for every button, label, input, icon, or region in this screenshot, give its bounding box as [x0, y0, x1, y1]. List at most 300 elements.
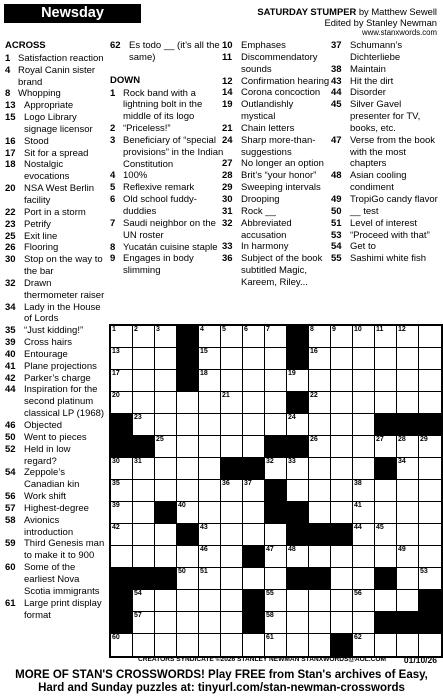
- across-clue-22[interactable]: [5, 207, 105, 219]
- cell-number: 39: [112, 502, 120, 509]
- clue-text: Rock band with a lightning bolt in the middle of its logo: [123, 87, 203, 123]
- grid-cell[interactable]: [133, 392, 155, 414]
- down-clue-47[interactable]: [331, 135, 441, 171]
- clue-text: Brit’s “your honor”: [241, 170, 317, 182]
- grid-cell[interactable]: [155, 546, 177, 568]
- grid-cell[interactable]: [155, 414, 177, 436]
- grid-cell[interactable]: [111, 524, 133, 546]
- grid-cell[interactable]: [331, 326, 353, 348]
- clue-number: 8: [110, 241, 116, 253]
- grid-cell[interactable]: [331, 480, 353, 502]
- grid-cell[interactable]: [375, 436, 397, 458]
- grid-cell[interactable]: [199, 436, 221, 458]
- grid-cell[interactable]: [243, 348, 265, 370]
- grid-cell[interactable]: [419, 348, 441, 370]
- across-clue-50[interactable]: [5, 432, 105, 444]
- clue-number: 32: [222, 217, 233, 229]
- grid-cell[interactable]: [397, 326, 419, 348]
- down-clue-44[interactable]: [331, 87, 441, 99]
- grid-cell[interactable]: [353, 326, 375, 348]
- down-clue-7[interactable]: [110, 218, 228, 242]
- grid-cell[interactable]: [133, 370, 155, 392]
- grid-cell[interactable]: [177, 634, 199, 656]
- down-clue-1[interactable]: [110, 88, 228, 124]
- grid-cell[interactable]: [331, 436, 353, 458]
- grid-cell[interactable]: [309, 612, 331, 634]
- grid-cell[interactable]: [199, 524, 221, 546]
- down-clue-14[interactable]: [222, 87, 330, 99]
- down-clue-21[interactable]: [222, 123, 330, 135]
- grid-cell[interactable]: [133, 546, 155, 568]
- crossword-grid[interactable]: [109, 324, 443, 658]
- clue-text: Royal Canin sister brand: [18, 64, 96, 88]
- clue-number: 30: [222, 193, 233, 205]
- grid-cell[interactable]: [133, 502, 155, 524]
- clue-number: 56: [5, 491, 16, 503]
- grid-block: [375, 414, 397, 436]
- down-clue-27[interactable]: [222, 158, 330, 170]
- grid-cell[interactable]: [419, 568, 441, 590]
- across-clue-52[interactable]: [5, 444, 105, 468]
- across-clue-42[interactable]: [5, 373, 105, 385]
- clue-text: TropiGo candy flavor: [350, 193, 438, 205]
- grid-cell[interactable]: [331, 612, 353, 634]
- grid-cell[interactable]: [309, 480, 331, 502]
- grid-cell[interactable]: [375, 326, 397, 348]
- grid-cell[interactable]: [199, 348, 221, 370]
- grid-block: [375, 458, 397, 480]
- grid-cell[interactable]: [111, 480, 133, 502]
- across-clue-26[interactable]: [5, 242, 105, 254]
- grid-cell[interactable]: [177, 392, 199, 414]
- grid-cell[interactable]: [133, 326, 155, 348]
- clue-number: 44: [5, 384, 16, 396]
- grid-cell[interactable]: [155, 370, 177, 392]
- cell-number: 32: [266, 458, 274, 465]
- grid-cell[interactable]: [309, 370, 331, 392]
- grid-cell[interactable]: [309, 326, 331, 348]
- grid-cell[interactable]: [199, 546, 221, 568]
- grid-cell[interactable]: [199, 590, 221, 612]
- grid-cell[interactable]: [177, 502, 199, 524]
- clue-number: 15: [5, 112, 16, 124]
- grid-cell[interactable]: [353, 458, 375, 480]
- down-clue-4[interactable]: [110, 170, 228, 182]
- grid-cell[interactable]: [309, 634, 331, 656]
- editor-line: Edited by Stanley Newman: [324, 16, 437, 28]
- down-clue-51[interactable]: [331, 218, 441, 230]
- grid-cell[interactable]: [419, 458, 441, 480]
- grid-cell[interactable]: [221, 524, 243, 546]
- grid-cell[interactable]: [177, 612, 199, 634]
- down-clue-5[interactable]: [110, 182, 228, 194]
- grid-cell[interactable]: [309, 590, 331, 612]
- grid-cell[interactable]: [397, 392, 419, 414]
- grid-cell[interactable]: [133, 524, 155, 546]
- across-clue-61[interactable]: [5, 598, 105, 622]
- grid-cell[interactable]: [309, 458, 331, 480]
- grid-cell[interactable]: [375, 524, 397, 546]
- down-clue-50[interactable]: [331, 206, 441, 218]
- grid-cell[interactable]: [221, 590, 243, 612]
- clue-number: 20: [5, 183, 16, 195]
- across-clue-17[interactable]: [5, 148, 105, 160]
- across-clue-20[interactable]: [5, 183, 105, 207]
- grid-cell[interactable]: [199, 414, 221, 436]
- grid-cell[interactable]: [397, 590, 419, 612]
- down-clue-9[interactable]: [110, 253, 228, 277]
- grid-cell[interactable]: [419, 392, 441, 414]
- grid-cell[interactable]: [375, 348, 397, 370]
- grid-cell[interactable]: [287, 590, 309, 612]
- grid-cell[interactable]: [221, 392, 243, 414]
- down-clue-43[interactable]: [331, 76, 441, 88]
- clue-number: 19: [222, 99, 233, 111]
- grid-cell[interactable]: [419, 436, 441, 458]
- grid-cell[interactable]: [199, 502, 221, 524]
- grid-cell[interactable]: [265, 612, 287, 634]
- grid-cell[interactable]: [133, 480, 155, 502]
- grid-cell[interactable]: [309, 436, 331, 458]
- grid-cell[interactable]: [353, 348, 375, 370]
- grid-cell[interactable]: [353, 502, 375, 524]
- across-clue-30[interactable]: [5, 254, 105, 278]
- down-clue-37[interactable]: [331, 40, 441, 64]
- grid-cell[interactable]: [199, 480, 221, 502]
- across-clue-57[interactable]: [5, 503, 105, 515]
- clue-text: NSA West Berlin facility: [24, 183, 95, 206]
- across-clue-23[interactable]: [5, 219, 105, 231]
- clue-text: No longer an option: [241, 158, 324, 170]
- grid-cell[interactable]: [287, 458, 309, 480]
- grid-cell[interactable]: [155, 612, 177, 634]
- grid-block: [177, 524, 199, 546]
- grid-cell[interactable]: [265, 634, 287, 656]
- grid-cell[interactable]: [309, 392, 331, 414]
- grid-cell[interactable]: [375, 392, 397, 414]
- down-clue-49[interactable]: [331, 194, 441, 206]
- grid-cell[interactable]: [221, 348, 243, 370]
- grid-cell[interactable]: [419, 524, 441, 546]
- grid-cell[interactable]: [287, 370, 309, 392]
- across-clue-62[interactable]: [110, 40, 228, 64]
- grid-cell[interactable]: [353, 546, 375, 568]
- grid-cell[interactable]: [155, 458, 177, 480]
- clue-text: Sharp more-than-suggestions: [241, 134, 316, 158]
- grid-cell[interactable]: [287, 612, 309, 634]
- across-clue-15[interactable]: [5, 112, 105, 136]
- across-clue-59[interactable]: [5, 538, 105, 562]
- down-clue-30[interactable]: [222, 194, 330, 206]
- grid-cell[interactable]: [419, 326, 441, 348]
- cell-number: 13: [112, 348, 120, 355]
- grid-cell[interactable]: [221, 326, 243, 348]
- grid-cell[interactable]: [265, 546, 287, 568]
- grid-cell[interactable]: [199, 612, 221, 634]
- grid-cell[interactable]: [287, 414, 309, 436]
- grid-cell[interactable]: [221, 436, 243, 458]
- grid-cell[interactable]: [265, 414, 287, 436]
- grid-cell[interactable]: [397, 502, 419, 524]
- grid-cell[interactable]: [111, 348, 133, 370]
- grid-cell[interactable]: [133, 414, 155, 436]
- grid-cell[interactable]: [353, 370, 375, 392]
- grid-cell[interactable]: [331, 392, 353, 414]
- grid-block: [265, 502, 287, 524]
- down-clue-38[interactable]: [331, 64, 441, 76]
- down-clue-45[interactable]: [331, 99, 441, 135]
- grid-cell[interactable]: [331, 458, 353, 480]
- down-clue-3[interactable]: [110, 135, 228, 171]
- grid-cell[interactable]: [353, 634, 375, 656]
- across-clue-4[interactable]: [5, 65, 105, 89]
- grid-cell[interactable]: [177, 568, 199, 590]
- clue-text: Hit the dirt: [350, 75, 394, 87]
- down-clue-10[interactable]: [222, 40, 330, 52]
- grid-cell[interactable]: [243, 568, 265, 590]
- down-clue-24[interactable]: [222, 135, 330, 159]
- grid-cell[interactable]: [177, 546, 199, 568]
- grid-cell[interactable]: [353, 392, 375, 414]
- grid-cell[interactable]: [133, 458, 155, 480]
- clue-number: 49: [331, 193, 342, 205]
- grid-cell[interactable]: [177, 458, 199, 480]
- grid-cell[interactable]: [111, 326, 133, 348]
- grid-cell[interactable]: [397, 634, 419, 656]
- across-clue-32[interactable]: [5, 278, 105, 302]
- grid-cell[interactable]: [155, 392, 177, 414]
- grid-cell[interactable]: [331, 502, 353, 524]
- grid-cell[interactable]: [375, 634, 397, 656]
- grid-cell[interactable]: [397, 546, 419, 568]
- down-clue-33[interactable]: [222, 241, 330, 253]
- across-clue-40[interactable]: [5, 349, 105, 361]
- clue-text: Drawn thermometer raiser: [24, 277, 105, 301]
- down-clue-29[interactable]: [222, 182, 330, 194]
- grid-cell[interactable]: [265, 326, 287, 348]
- grid-cell[interactable]: [221, 612, 243, 634]
- grid-block: [287, 524, 309, 546]
- grid-cell[interactable]: [221, 414, 243, 436]
- grid-cell[interactable]: [353, 612, 375, 634]
- grid-cell[interactable]: [331, 370, 353, 392]
- cell-number: 51: [200, 568, 208, 575]
- cell-number: 6: [244, 326, 248, 333]
- clue-number: 53: [331, 229, 342, 241]
- down-clue-12[interactable]: [222, 76, 330, 88]
- across-clue-44[interactable]: [5, 384, 105, 420]
- grid-cell[interactable]: [177, 414, 199, 436]
- cell-number: 18: [200, 370, 208, 377]
- across-clue-39[interactable]: [5, 337, 105, 349]
- grid-cell[interactable]: [397, 480, 419, 502]
- grid-cell[interactable]: [111, 370, 133, 392]
- clue-text: Lady in the House of Lords: [24, 301, 101, 325]
- across-clue-41[interactable]: [5, 361, 105, 373]
- grid-cell[interactable]: [265, 458, 287, 480]
- grid-cell[interactable]: [111, 546, 133, 568]
- across-clue-16[interactable]: [5, 136, 105, 148]
- grid-cell[interactable]: [397, 458, 419, 480]
- grid-cell[interactable]: [265, 370, 287, 392]
- grid-cell[interactable]: [309, 502, 331, 524]
- grid-cell[interactable]: [199, 568, 221, 590]
- grid-cell[interactable]: [375, 590, 397, 612]
- across-clue-46[interactable]: [5, 420, 105, 432]
- grid-cell[interactable]: [309, 348, 331, 370]
- grid-cell[interactable]: [155, 524, 177, 546]
- across-clue-13[interactable]: [5, 100, 105, 112]
- grid-cell[interactable]: [133, 348, 155, 370]
- grid-cell[interactable]: [265, 348, 287, 370]
- grid-cell[interactable]: [155, 326, 177, 348]
- grid-cell[interactable]: [353, 436, 375, 458]
- grid-cell[interactable]: [243, 392, 265, 414]
- grid-cell[interactable]: [419, 502, 441, 524]
- grid-cell[interactable]: [419, 480, 441, 502]
- clue-text: Rock __: [241, 205, 276, 217]
- grid-cell[interactable]: [133, 612, 155, 634]
- grid-cell[interactable]: [353, 414, 375, 436]
- grid-cell[interactable]: [309, 414, 331, 436]
- grid-cell[interactable]: [111, 392, 133, 414]
- grid-cell[interactable]: [331, 590, 353, 612]
- clue-number: 11: [222, 51, 233, 63]
- clue-text: Abbreviated accusation: [241, 217, 292, 241]
- grid-cell[interactable]: [331, 546, 353, 568]
- grid-cell[interactable]: [353, 568, 375, 590]
- grid-block: [177, 348, 199, 370]
- grid-cell[interactable]: [199, 326, 221, 348]
- cell-number: 20: [112, 392, 120, 399]
- across-clue-1[interactable]: [5, 53, 105, 65]
- down-clue-48[interactable]: [331, 170, 441, 194]
- grid-cell[interactable]: [243, 502, 265, 524]
- across-clue-58[interactable]: [5, 515, 105, 539]
- down-clue-19[interactable]: [222, 99, 330, 123]
- grid-cell[interactable]: [111, 502, 133, 524]
- down-clue-8[interactable]: [110, 242, 228, 254]
- clue-text: Discommendatory sounds: [241, 51, 318, 75]
- grid-cell[interactable]: [375, 546, 397, 568]
- cell-number: 31: [134, 458, 142, 465]
- grid-cell[interactable]: [375, 480, 397, 502]
- grid-cell[interactable]: [287, 634, 309, 656]
- grid-cell[interactable]: [331, 568, 353, 590]
- clue-number: 14: [222, 87, 233, 99]
- down-clue-36[interactable]: [222, 253, 330, 289]
- grid-cell[interactable]: [199, 370, 221, 392]
- down-clue-28[interactable]: [222, 170, 330, 182]
- grid-cell[interactable]: [419, 370, 441, 392]
- down-clue-54[interactable]: [331, 241, 441, 253]
- grid-cell[interactable]: [221, 480, 243, 502]
- grid-cell[interactable]: [177, 590, 199, 612]
- grid-cell[interactable]: [265, 392, 287, 414]
- grid-cell[interactable]: [243, 524, 265, 546]
- grid-cell[interactable]: [265, 524, 287, 546]
- down-clue-2[interactable]: [110, 123, 228, 135]
- grid-cell[interactable]: [155, 348, 177, 370]
- grid-cell[interactable]: [221, 568, 243, 590]
- grid-cell[interactable]: [353, 524, 375, 546]
- grid-block: [397, 414, 419, 436]
- grid-cell[interactable]: [221, 546, 243, 568]
- grid-cell[interactable]: [199, 634, 221, 656]
- grid-cell[interactable]: [111, 634, 133, 656]
- across-clue-35[interactable]: [5, 325, 105, 337]
- grid-cell[interactable]: [111, 458, 133, 480]
- grid-cell[interactable]: [419, 546, 441, 568]
- grid-cell[interactable]: [155, 436, 177, 458]
- grid-cell[interactable]: [265, 590, 287, 612]
- grid-cell[interactable]: [221, 370, 243, 392]
- grid-cell[interactable]: [331, 348, 353, 370]
- grid-cell[interactable]: [243, 326, 265, 348]
- grid-cell[interactable]: [287, 480, 309, 502]
- grid-cell[interactable]: [199, 392, 221, 414]
- grid-cell[interactable]: [397, 568, 419, 590]
- grid-cell[interactable]: [243, 634, 265, 656]
- clue-text: Maintain: [350, 63, 386, 75]
- grid-cell[interactable]: [155, 634, 177, 656]
- grid-cell[interactable]: [309, 546, 331, 568]
- grid-cell[interactable]: [397, 370, 419, 392]
- grid-cell[interactable]: [243, 480, 265, 502]
- grid-cell[interactable]: [177, 480, 199, 502]
- across-clue-25[interactable]: [5, 231, 105, 243]
- down-clue-11[interactable]: [222, 52, 330, 76]
- grid-cell[interactable]: [397, 436, 419, 458]
- grid-cell[interactable]: [375, 370, 397, 392]
- down-clue-53[interactable]: [331, 230, 441, 242]
- down-clue-55[interactable]: [331, 253, 441, 265]
- down-clue-6[interactable]: [110, 194, 228, 218]
- down-clue-31[interactable]: [222, 206, 330, 218]
- grid-cell[interactable]: [243, 436, 265, 458]
- grid-cell[interactable]: [243, 370, 265, 392]
- grid-cell[interactable]: [133, 634, 155, 656]
- grid-cell[interactable]: [155, 480, 177, 502]
- grid-cell[interactable]: [221, 634, 243, 656]
- grid-cell[interactable]: [265, 568, 287, 590]
- grid-cell[interactable]: [353, 480, 375, 502]
- grid-cell[interactable]: [353, 590, 375, 612]
- grid-cell[interactable]: [221, 502, 243, 524]
- across-clue-60[interactable]: [5, 562, 105, 598]
- grid-cell[interactable]: [177, 436, 199, 458]
- across-clue-34[interactable]: [5, 302, 105, 326]
- grid-cell[interactable]: [287, 546, 309, 568]
- across-clue-54[interactable]: [5, 467, 105, 491]
- grid-cell[interactable]: [133, 590, 155, 612]
- grid-cell[interactable]: [419, 634, 441, 656]
- grid-cell[interactable]: [397, 348, 419, 370]
- down-clue-32[interactable]: [222, 218, 330, 242]
- grid-cell[interactable]: [375, 502, 397, 524]
- cell-number: 24: [288, 414, 296, 421]
- grid-cell[interactable]: [155, 590, 177, 612]
- grid-cell[interactable]: [199, 458, 221, 480]
- across-clue-18[interactable]: [5, 159, 105, 183]
- across-clue-56[interactable]: [5, 491, 105, 503]
- cell-number: 1: [112, 326, 116, 333]
- grid-cell[interactable]: [397, 524, 419, 546]
- grid-cell[interactable]: [331, 414, 353, 436]
- cell-number: 10: [354, 326, 362, 333]
- grid-cell[interactable]: [243, 414, 265, 436]
- across-clue-8[interactable]: [5, 88, 105, 100]
